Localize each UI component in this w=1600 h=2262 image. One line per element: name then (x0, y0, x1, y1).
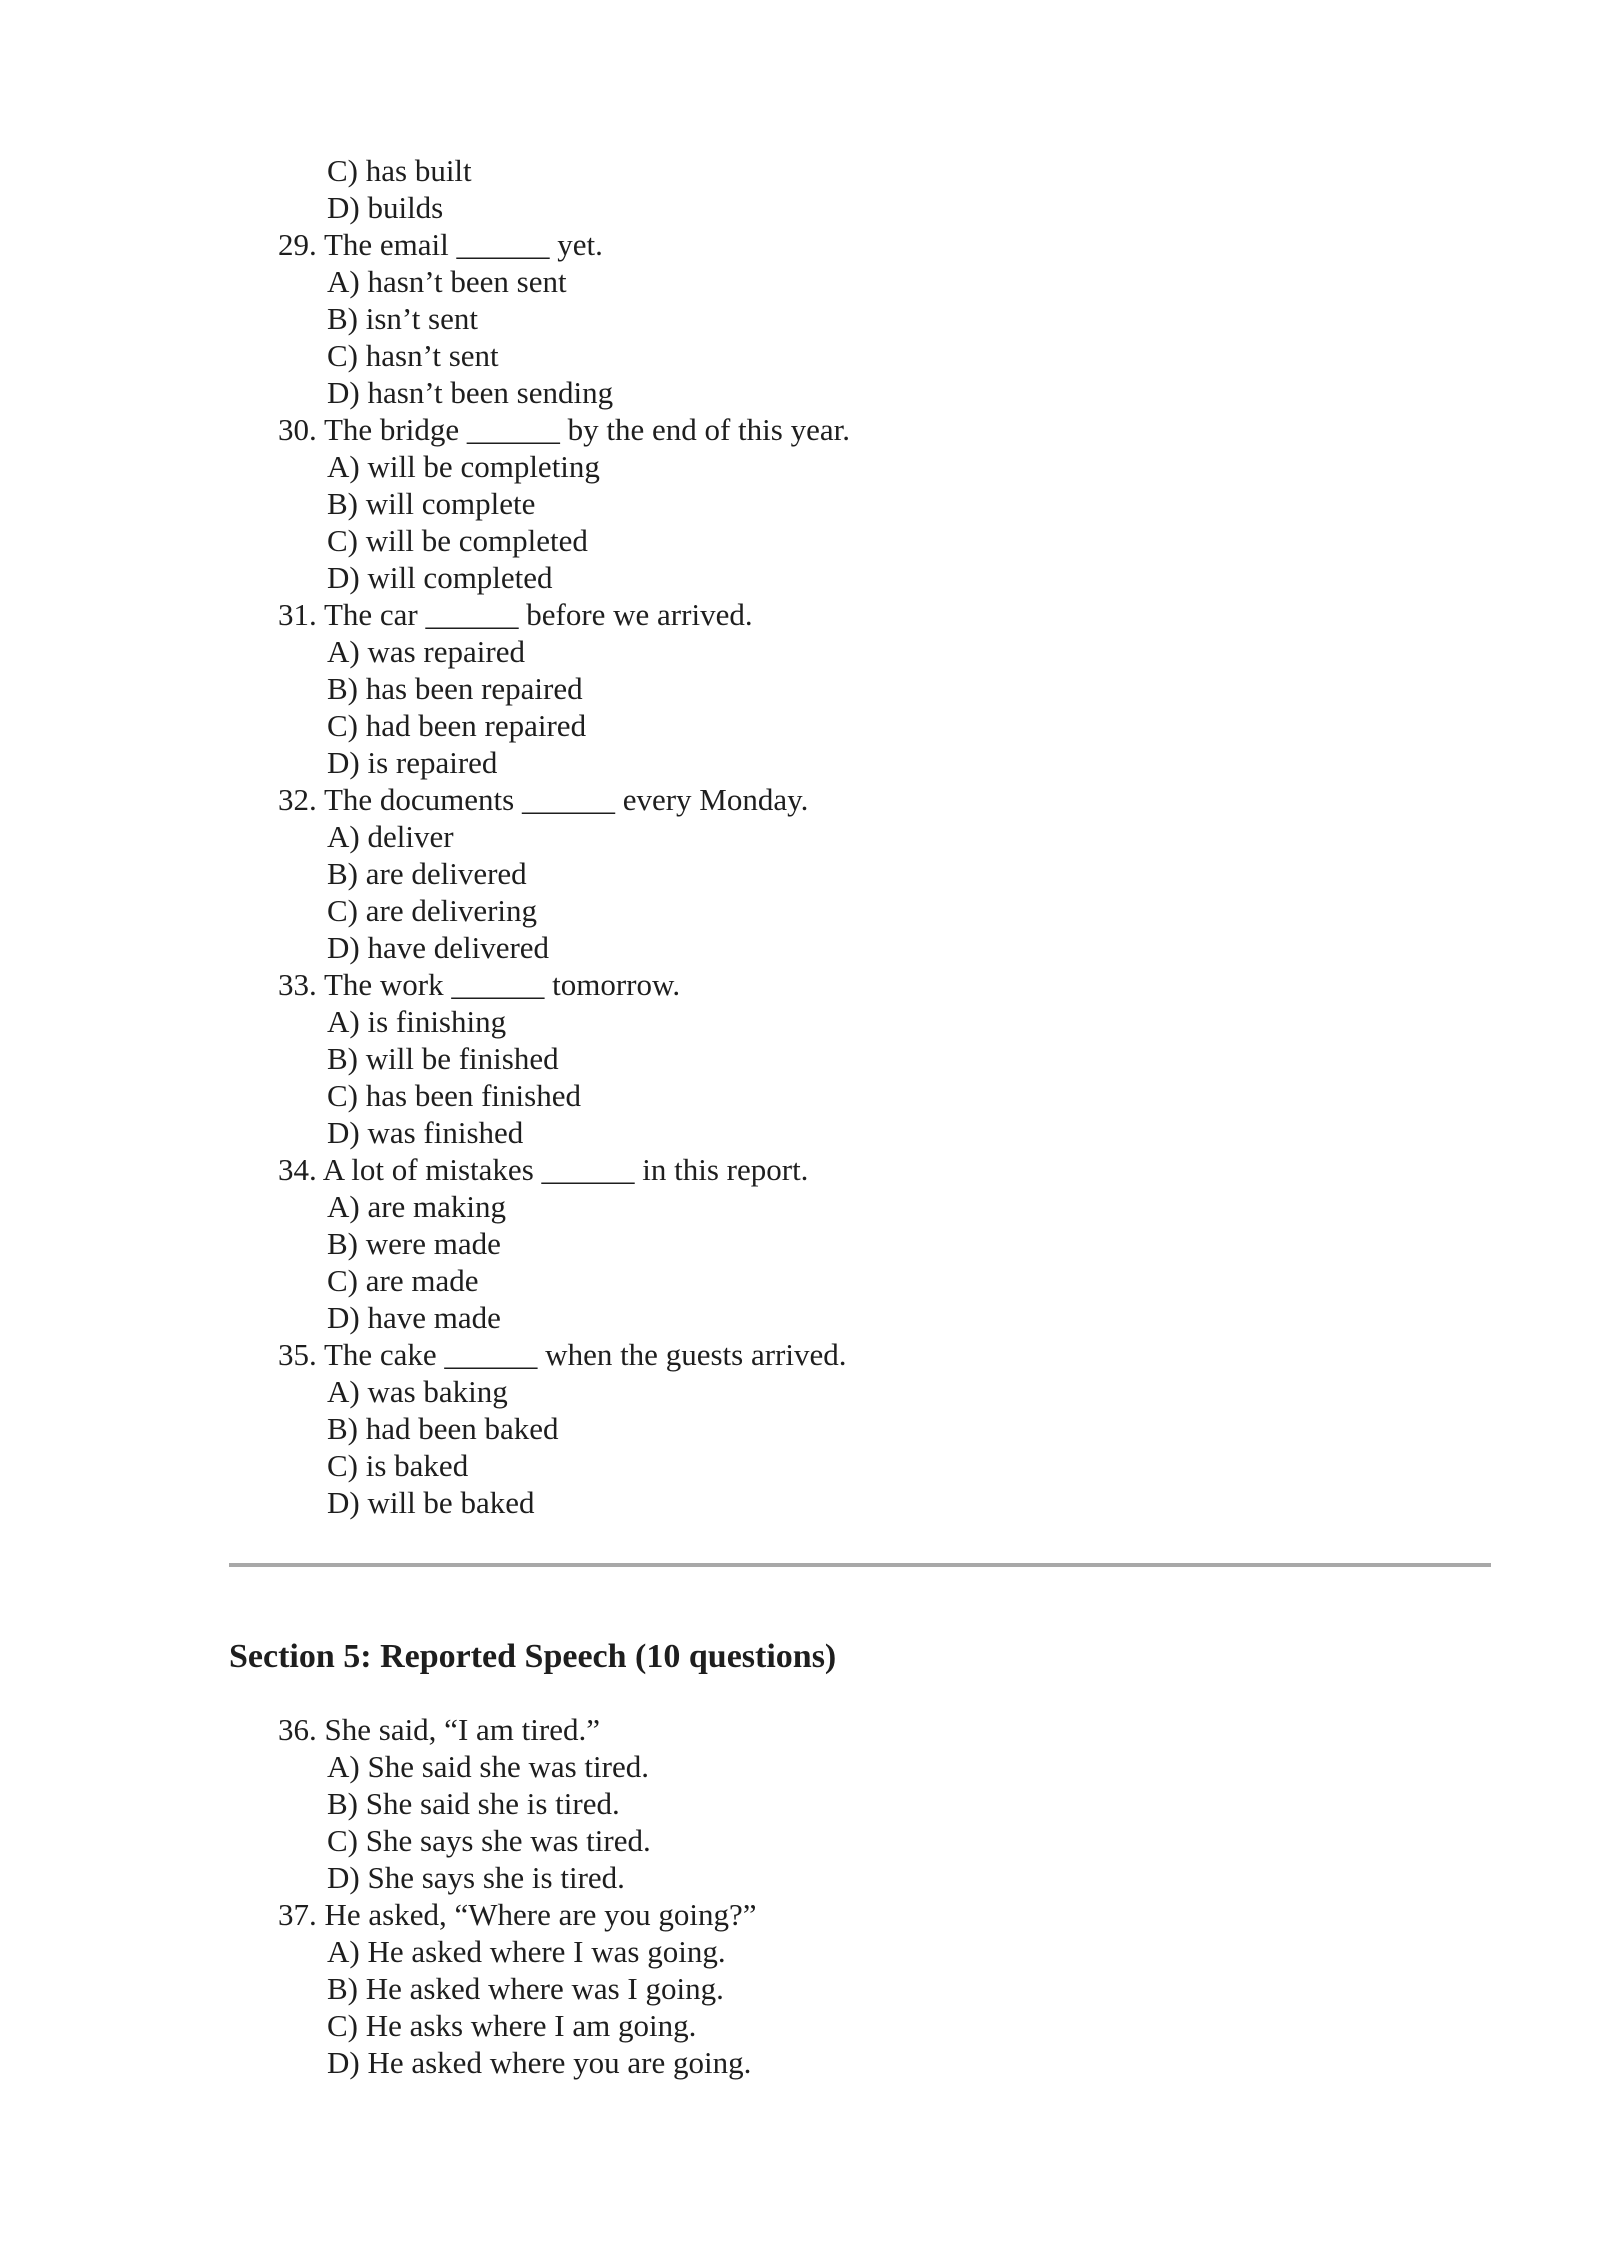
option: B) will be finished (327, 1041, 559, 1076)
option: A) was repaired (327, 634, 525, 669)
option: C) She says she was tired. (327, 1823, 651, 1858)
question-number: 34. (278, 1152, 317, 1187)
option: A) are making (327, 1189, 507, 1224)
option: A) will be completing (327, 449, 600, 484)
question-text: He asked, “Where are you going?” (324, 1897, 757, 1932)
question-35 (0, 1336, 1600, 1373)
option: B) He asked where was I going. (327, 1971, 724, 2006)
option: B) were made (327, 1226, 501, 1261)
question-number: 30. (278, 412, 317, 447)
question-36 (0, 1711, 1600, 1748)
question-text: The cake ______ when the guests arrived. (323, 1337, 847, 1372)
section-divider (229, 1563, 1491, 1567)
option: D) builds (327, 190, 444, 225)
option: A) deliver (327, 819, 454, 854)
question-29 (0, 226, 1600, 263)
section-heading: Section 5: Reported Speech (10 questions) (229, 1638, 837, 1675)
question-31 (0, 596, 1600, 633)
question-30 (0, 411, 1600, 448)
option: C) is baked (327, 1448, 469, 1483)
reported-speech-questions (0, 1711, 1600, 2081)
option: D) will completed (327, 560, 553, 595)
option: C) He asks where I am going. (327, 2008, 697, 2043)
option: B) has been repaired (327, 671, 583, 706)
option: C) has been finished (327, 1078, 581, 1113)
option: C) are delivering (327, 893, 538, 928)
option: C) has built (327, 153, 472, 188)
question-number: 37. (278, 1897, 317, 1932)
question-37 (0, 1896, 1600, 1933)
question-text: The documents ______ every Monday. (323, 782, 809, 817)
option: C) hasn’t sent (327, 338, 499, 373)
option: D) was finished (327, 1115, 524, 1150)
passive-voice-questions (0, 152, 1600, 1521)
option: D) He asked where you are going. (327, 2045, 752, 2080)
option: D) is repaired (327, 745, 498, 780)
question-text: The email ______ yet. (323, 227, 603, 262)
question-33 (0, 966, 1600, 1003)
option: D) hasn’t been sending (327, 375, 614, 410)
option: D) will be baked (327, 1485, 535, 1520)
question-number: 33. (278, 967, 317, 1002)
question-text: The car ______ before we arrived. (323, 597, 753, 632)
question-34 (0, 1151, 1600, 1188)
option: B) isn’t sent (327, 301, 478, 336)
question-text: A lot of mistakes ______ in this report. (322, 1152, 809, 1187)
question-number: 35. (278, 1337, 317, 1372)
option: A) was baking (327, 1374, 508, 1409)
question-number: 36. (278, 1712, 317, 1747)
question-text: She said, “I am tired.” (324, 1712, 600, 1747)
option: B) are delivered (327, 856, 527, 891)
option: D) have made (327, 1300, 501, 1335)
question-text: The bridge ______ by the end of this year. (323, 412, 850, 447)
question-number: 32. (278, 782, 317, 817)
option: B) She said she is tired. (327, 1786, 620, 1821)
option: C) had been repaired (327, 708, 587, 743)
question-number: 31. (278, 597, 317, 632)
option: C) will be completed (327, 523, 588, 558)
option: A) She said she was tired. (327, 1749, 649, 1784)
question-text: The work ______ tomorrow. (323, 967, 681, 1002)
option: D) She says she is tired. (327, 1860, 625, 1895)
option: D) have delivered (327, 930, 550, 965)
option: A) He asked where I was going. (327, 1934, 726, 1969)
option: C) are made (327, 1263, 479, 1298)
question-number: 29. (278, 227, 317, 262)
option: A) hasn’t been sent (327, 264, 567, 299)
option: A) is finishing (327, 1004, 507, 1039)
option: B) had been baked (327, 1411, 559, 1446)
question-32 (0, 781, 1600, 818)
option: B) will complete (327, 486, 536, 521)
